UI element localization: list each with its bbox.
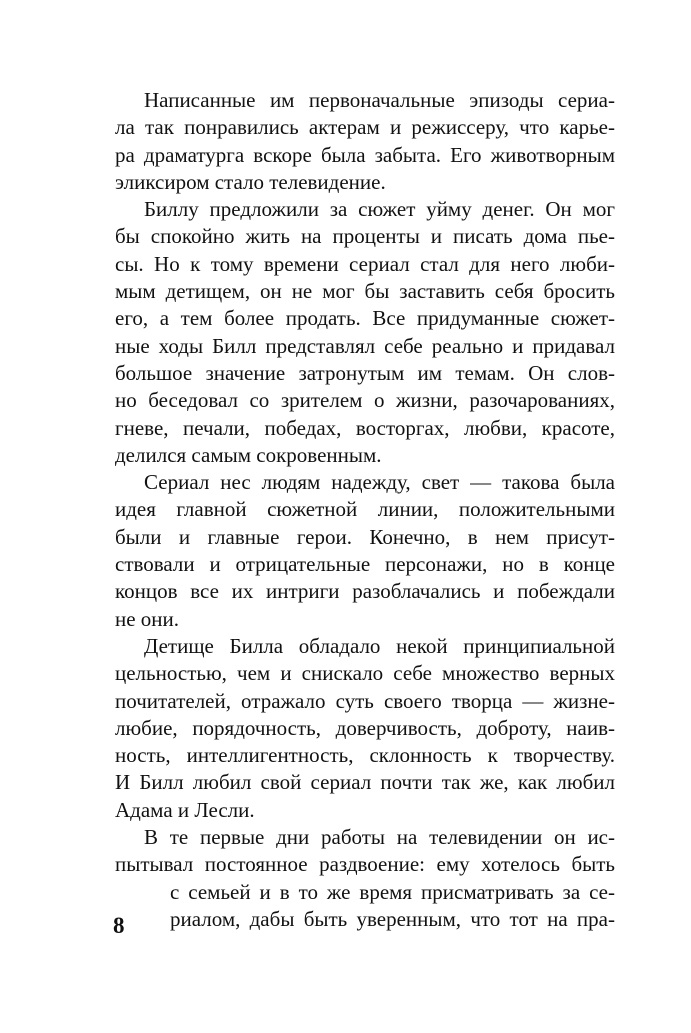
- text-line: большое значение затронутым им темам. Он слов-: [115, 360, 615, 385]
- text-line: любие, порядочность, доверчивость, доброту, наив-: [115, 715, 615, 740]
- text-line: цельностью, чем и снискало себе множество верных: [115, 661, 615, 686]
- text-line: Биллу предложили за сюжет уйму денег. Он мог: [144, 197, 615, 222]
- text-line: гневе, печали, победах, восторгах, любви, красоте,: [115, 415, 615, 440]
- text-line: мым детищем, он не мог бы заставить себя бросить: [115, 279, 615, 304]
- text-line: были и главные герои. Конечно, в нем присут-: [115, 524, 615, 549]
- text-line: ность, интеллигентность, склонность к творчеству.: [115, 743, 615, 768]
- text-line: сы. Но к тому времени сериал стал для него люби-: [115, 251, 615, 276]
- text-line: но беседовал со зрителем о жизни, разочарованиях,: [115, 388, 615, 413]
- text-line: Написанные им первоначальные эпизоды сериа-: [144, 88, 615, 112]
- page-number: 8: [113, 913, 125, 938]
- text-line: идея главной сюжетной линии, положительными: [115, 497, 615, 522]
- text-line: ла так понравились актерам и режиссеру, что карье-: [115, 115, 615, 140]
- text-line: ствовали и отрицательные персонажи, но в конце: [115, 552, 615, 577]
- text-line: делился самым сокровенным.: [115, 442, 382, 467]
- text-line: Адама и Лесли.: [115, 797, 255, 822]
- text-line: почитателей, отражало суть своего творца — жизне-: [115, 688, 615, 713]
- text-line: риалом, дабы быть уверенным, что тот на пра-: [170, 906, 615, 931]
- text-line: Детище Билла обладало некой принципиальной: [144, 633, 615, 658]
- text-line: пытывал постоянное раздвоение: ему хотелось быть: [115, 852, 615, 877]
- text-line: ра драматурга вскоре была забыта. Его животворным: [115, 142, 615, 167]
- text-line: с семьей и в то же время присматривать за се-: [170, 879, 615, 904]
- text-line: Сериал нес людям надежду, свет — такова была: [144, 470, 615, 495]
- text-line: концов все их интриги разоблачались и побеждали: [115, 579, 615, 604]
- text-line: бы спокойно жить на проценты и писать дома пье-: [115, 224, 615, 249]
- text-line: эликсиром стало телевидение.: [115, 169, 386, 194]
- body-text: [115, 87, 615, 933]
- text-line: его, а тем более продать. Все придуманные сюжет-: [115, 306, 615, 331]
- text-line: ные ходы Билл представлял себе реально и придавал: [115, 333, 615, 358]
- text-line: не они.: [115, 606, 180, 631]
- text-line: В те первые дни работы на телевидении он ис-: [144, 825, 615, 850]
- text-line: И Билл любил свой сериал почти так же, как любил: [115, 770, 615, 795]
